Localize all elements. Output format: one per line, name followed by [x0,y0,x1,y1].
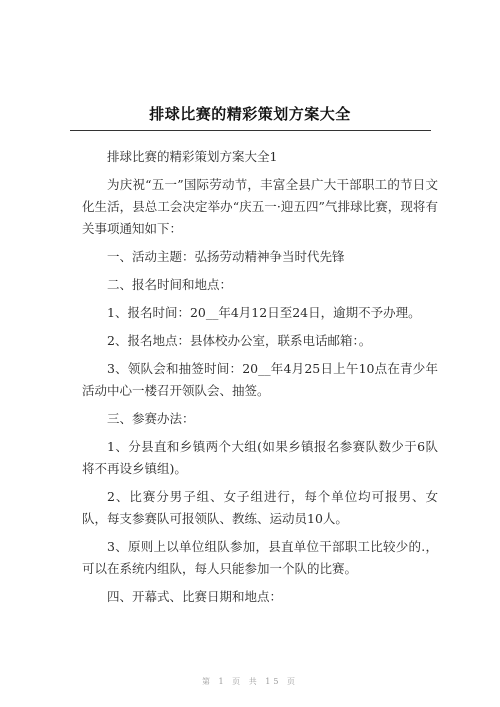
document-body [82,146,438,608]
paragraph-rule-1: 1、分县直和乡镇两个大组(如果乡镇报名参赛队数少于6队将不再设乡镇组)。 [82,439,438,476]
paragraph-rules-heading: 三、参赛办法： [107,411,195,426]
paragraph-registration-place: 2、报名地点：县体校办公室，联系电话邮箱：。 [107,333,372,348]
paragraph-registration-heading: 二、报名时间和地点： [107,277,233,292]
paragraph-rule-2: 2、比赛分男子组、女子组进行，每个单位均可报男、女队，每支参赛队可报领队、教练、运动员10人。 [82,489,438,526]
paragraph-registration-time: 1、报名时间：20__年4月12日至24日，逾期不予办理。 [107,305,421,320]
page-number: 第 1 页 共 15 页 [202,677,298,686]
paragraph-theme: 一、活动主题：弘扬劳动精神争当时代先锋 [107,249,345,264]
paragraph-opening-heading: 四、开幕式、比赛日期和地点： [107,589,283,604]
document-title: 排球比赛的精彩策划方案大全 [149,105,351,123]
paragraph-leader-meeting: 3、领队会和抽签时间：20__年4月25日上午10点在青少年活动中心一楼召开领队会、抽签。 [82,361,438,398]
paragraph-heading: 排球比赛的精彩策划方案大全1 [107,149,278,164]
title-divider [70,130,431,131]
paragraph-intro: 为庆祝“五一”国际劳动节，丰富全县广大干部职工的节日文化生活，县总工会决定举办“庆五一·迎五四”气排球比赛，现将有关事项通知如下： [82,177,438,236]
paragraph-rule-3: 3、原则上以单位组队参加，县直单位干部职工比较少的.，可以在系统内组队，每人只能参加一个队的比赛。 [82,539,438,576]
